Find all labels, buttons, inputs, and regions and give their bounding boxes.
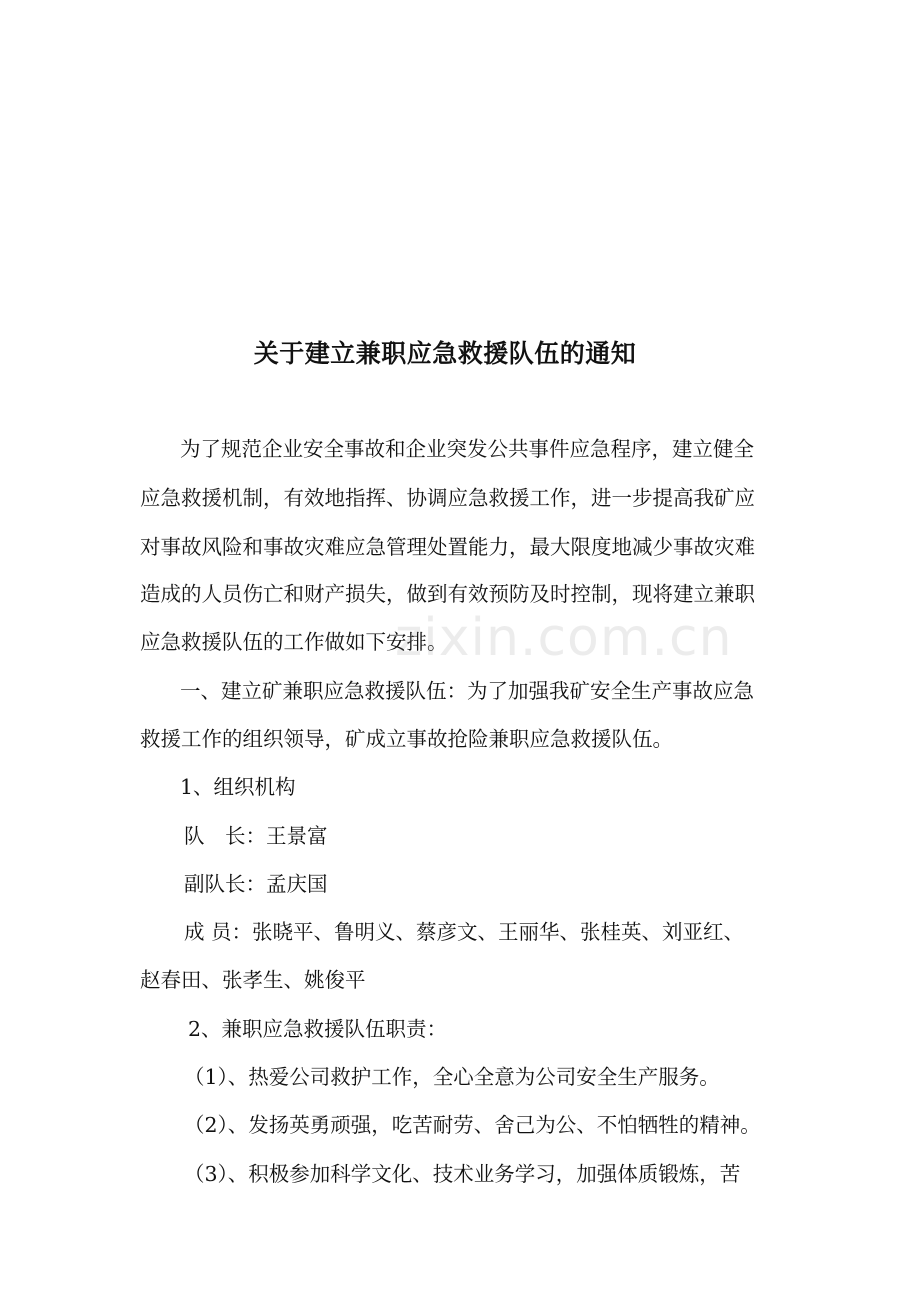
paragraph-line: 为了规范企业安全事故和企业突发公共事件应急程序，建立健全	[180, 437, 754, 461]
paragraph-line: 造成的人员伤亡和财产损失，做到有效预防及时控制，现将建立兼职	[140, 582, 755, 606]
duty-item: （2）、发扬英勇顽强，吃苦耐劳、舍己为公、不怕牺牲的精神。	[184, 1113, 761, 1137]
document-title: 关于建立兼职应急救援队伍的通知	[253, 339, 637, 368]
section-heading: 1、组织机构	[180, 775, 296, 799]
paragraph-line: 一、建立矿兼职应急救援队伍：为了加强我矿安全生产事故应急	[180, 679, 754, 703]
members-line: 成 员：张晓平、鲁明义、蔡彦文、王丽华、张桂英、刘亚红、	[184, 920, 745, 944]
leader-line: 队 长：王景富	[184, 824, 328, 848]
section-heading: 2、兼职应急救援队伍职责：	[188, 1017, 448, 1041]
duty-item: （3）、积极参加科学文化、技术业务学习，加强体质锻炼，苦	[184, 1162, 741, 1186]
deputy-leader-line: 副队长：孟庆国	[184, 872, 328, 896]
members-line: 赵春田、张孝生、姚俊平	[140, 968, 366, 992]
paragraph-line: 对事故风险和事故灾难应急管理处置能力，最大限度地减少事故灾难	[140, 535, 755, 559]
paragraph-line: 应急救援队伍的工作做如下安排。	[140, 630, 448, 654]
paragraph-line: 救援工作的组织领导，矿成立事故抢险兼职应急救援队伍。	[140, 727, 673, 751]
duty-item: （1）、热爱公司救护工作，全心全意为公司安全生产服务。	[184, 1065, 720, 1089]
watermark: zixin.com.cn	[395, 608, 733, 668]
paragraph-line: 应急救援机制，有效地指挥、协调应急救援工作，进一步提高我矿应	[140, 486, 755, 510]
